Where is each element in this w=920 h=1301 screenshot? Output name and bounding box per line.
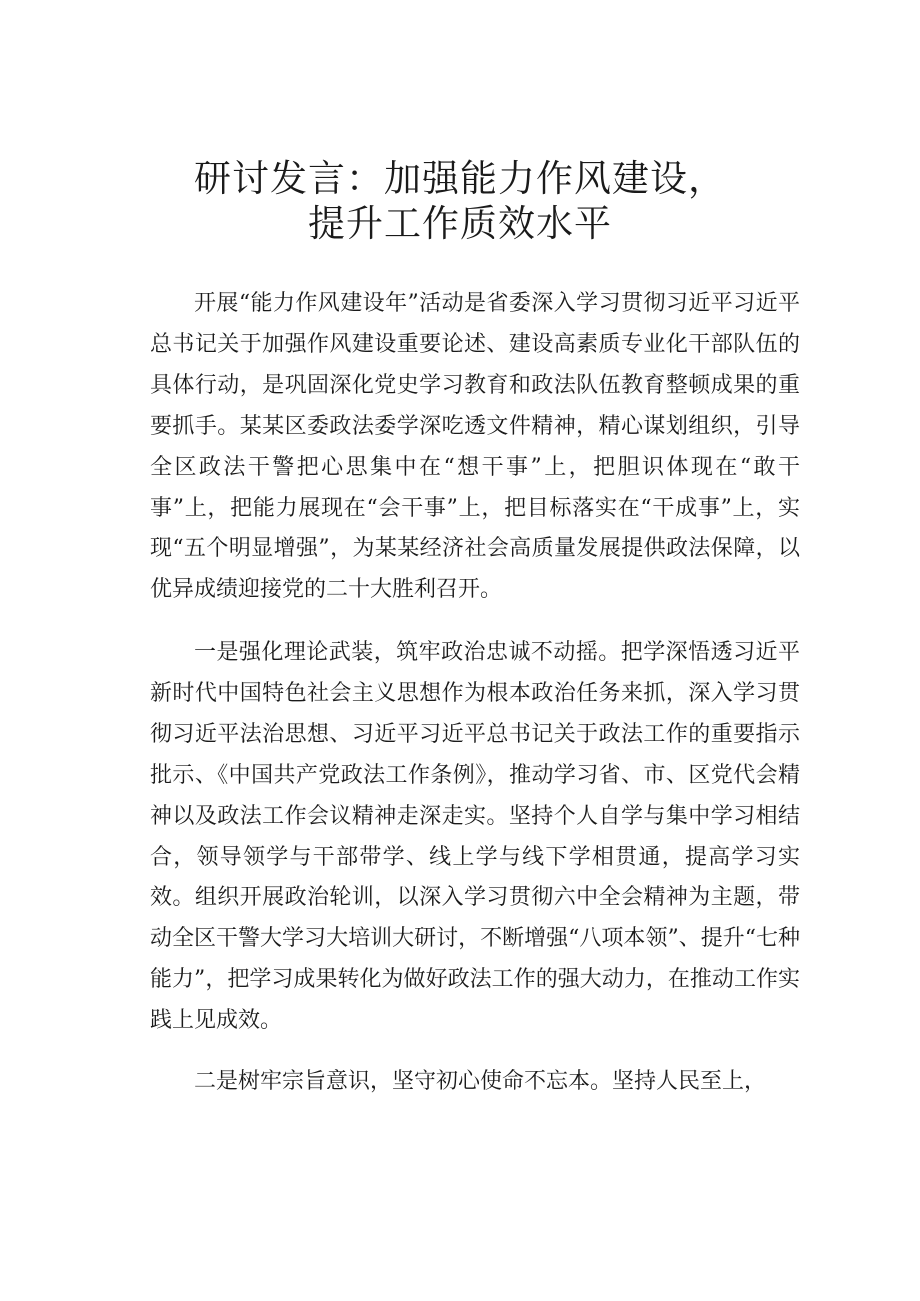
paragraph-intro: 开展“能力作风建设年”活动是省委深入学习贯彻习近平习近平总书记关于加强作风建设重要论述、建设高素质专业化干部队伍的具体行动，是巩固深化党史学习教育和政法队伍教育整顿成果的重要抓手。某某区委政法委学深吃透文件精神，精心谋划组织，引导全区政法干警把心思集中在“想干事”上，把胆识体现在“敢干事”上，把能力展现在“会干事”上，把目标落实在“干成事”上，实现“五个明显增强”，为某某经济社会高质量发展提供政法保障，以优异成绩迎接党的二十大胜利召开。 [150,291,800,603]
document-title-line-2: 提升工作质效水平 [308,202,612,245]
paragraph-point-two: 二是树牢宗旨意识，坚守初心使命不忘本。坚持人民至上， [194,1069,767,1094]
document-title-line-1: 研讨发言：加强能力作风建设， [194,157,726,200]
paragraph-point-one: 一是强化理论武装，筑牢政治忠诚不动摇。把学深悟透习近平新时代中国特色社会主义思想作为根本政治任务来抓，深入学习贯彻习近平法治思想、习近平习近平总书记关于政法工作的重要指示批示、《中国共产党政法工作条例》，推动学习省、市、区党代会精神以及政法工作会议精神走深走实。坚持个人自学与集中学习相结合，领导领学与干部带学、线上学与线下学相贯通，提高学习实效。组织开展政治轮训，以深入学习贯彻六中全会精神为主题，带动全区干警大学习大培训大研讨，不断增强“八项本领”、提升“七种能力”，把学习成果转化为做好政法工作的强大动力，在推动工作实践上见成效。 [150,640,800,1034]
